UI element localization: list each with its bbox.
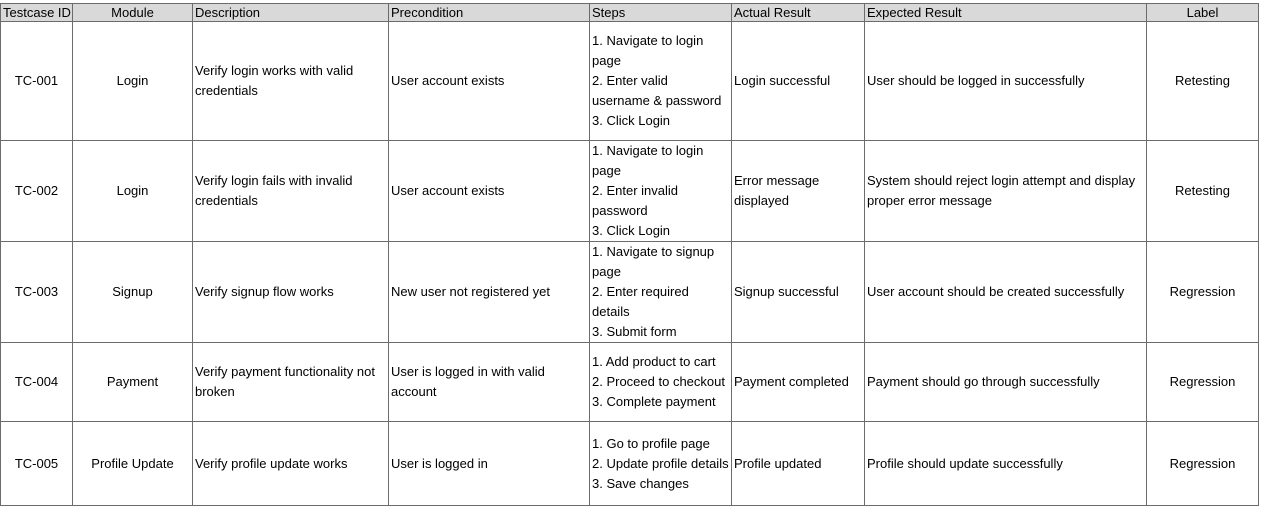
table-row	[1, 242, 1259, 343]
expected-result-cell: Profile should update successfully	[865, 422, 1147, 506]
testcase-id-cell: TC-004	[1, 343, 73, 422]
step-item: 3. Complete payment	[592, 394, 716, 409]
step-item: 2. Update profile details	[592, 455, 729, 471]
steps-cell	[590, 141, 732, 242]
module-cell: Login	[73, 141, 193, 242]
header-module: Module	[73, 4, 193, 22]
step-item: 1. Navigate to signup page	[592, 244, 715, 279]
precondition-cell: User account exists	[389, 141, 590, 242]
header-testcase-id: Testcase ID	[1, 4, 73, 22]
table-row	[1, 141, 1259, 242]
header-steps: Steps	[590, 4, 732, 22]
testcase-table	[0, 3, 1259, 506]
steps-cell	[590, 242, 732, 343]
step-item: 3. Save changes	[592, 475, 689, 491]
actual-result-cell: Payment completed	[732, 343, 865, 422]
header-precondition: Precondition	[389, 4, 590, 22]
expected-result-cell: User should be logged in successfully	[865, 22, 1147, 141]
module-cell: Profile Update	[73, 422, 193, 506]
label-cell: Regression	[1147, 242, 1259, 343]
header-actual-result: Actual Result	[732, 4, 865, 22]
step-item: 3. Click Login	[592, 113, 671, 128]
module-cell: Payment	[73, 343, 193, 422]
label-cell: Retesting	[1147, 22, 1259, 141]
description-cell: Verify payment functionality not broken	[193, 343, 389, 422]
precondition-cell: User is logged in	[389, 422, 590, 506]
steps-cell	[590, 22, 732, 141]
precondition-cell: User is logged in with valid account	[389, 343, 590, 422]
testcase-id-cell: TC-001	[1, 22, 73, 141]
description-cell: Verify profile update works	[193, 422, 389, 506]
step-item: 1. Add product to cart	[592, 354, 716, 369]
description-cell: Verify signup flow works	[193, 242, 389, 343]
step-item: 3. Submit form	[592, 324, 677, 339]
step-item: 2. Enter valid username & password	[592, 73, 722, 108]
module-cell: Signup	[73, 242, 193, 343]
expected-result-cell: System should reject login attempt and display proper error message	[865, 141, 1147, 242]
step-item: 3. Click Login	[592, 223, 671, 238]
step-item: 1. Go to profile page	[592, 435, 710, 451]
description-cell: Verify login fails with invalid credentials	[193, 141, 389, 242]
step-item: 1. Navigate to login page	[592, 33, 704, 68]
steps-cell	[590, 422, 732, 506]
table-row	[1, 343, 1259, 422]
testcase-id-cell: TC-002	[1, 141, 73, 242]
actual-result-cell: Signup successful	[732, 242, 865, 343]
step-item: 2. Proceed to checkout	[592, 374, 725, 389]
module-cell: Login	[73, 22, 193, 141]
steps-cell	[590, 343, 732, 422]
label-cell: Regression	[1147, 343, 1259, 422]
precondition-cell: User account exists	[389, 22, 590, 141]
header-label: Label	[1147, 4, 1259, 22]
expected-result-cell: User account should be created successfully	[865, 242, 1147, 343]
header-description: Description	[193, 4, 389, 22]
header-expected-result: Expected Result	[865, 4, 1147, 22]
actual-result-cell: Profile updated	[732, 422, 865, 506]
header-row	[1, 4, 1259, 22]
table-row	[1, 22, 1259, 141]
testcase-id-cell: TC-005	[1, 422, 73, 506]
description-cell: Verify login works with valid credentials	[193, 22, 389, 141]
label-cell: Regression	[1147, 422, 1259, 506]
precondition-cell: New user not registered yet	[389, 242, 590, 343]
label-cell: Retesting	[1147, 141, 1259, 242]
actual-result-cell: Error message displayed	[732, 141, 865, 242]
step-item: 1. Navigate to login page	[592, 143, 704, 178]
step-item: 2. Enter required details	[592, 284, 689, 319]
actual-result-cell: Login successful	[732, 22, 865, 141]
expected-result-cell: Payment should go through successfully	[865, 343, 1147, 422]
table-row	[1, 422, 1259, 506]
testcase-id-cell: TC-003	[1, 242, 73, 343]
step-item: 2. Enter invalid password	[592, 183, 678, 218]
